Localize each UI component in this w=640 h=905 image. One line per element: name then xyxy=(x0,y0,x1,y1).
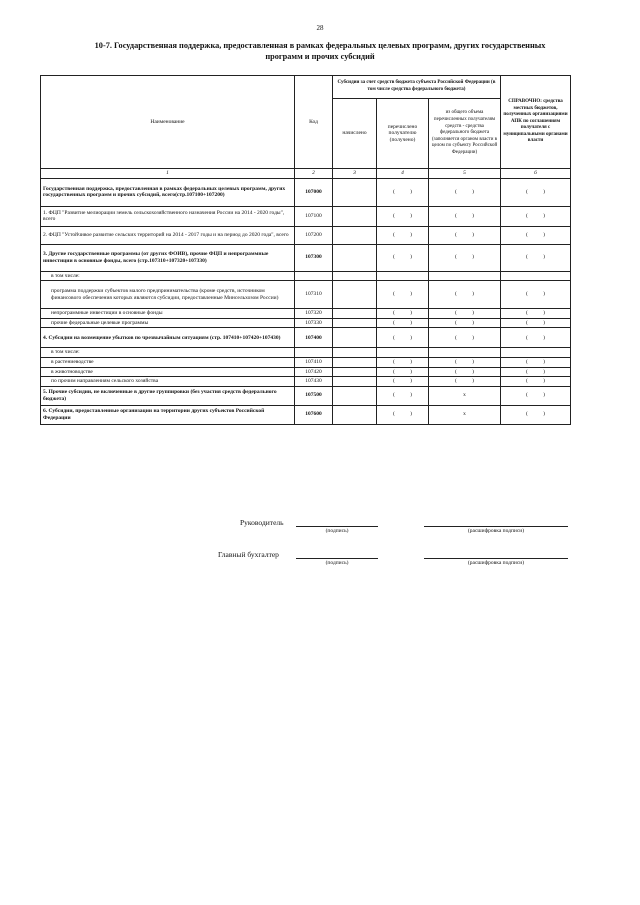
cell-c5: ( ) xyxy=(429,178,501,206)
header-code: Код xyxy=(295,76,333,169)
row-code: 107000 xyxy=(295,178,333,206)
table-row xyxy=(41,309,571,319)
accountant-signature-caption: (подпись) xyxy=(325,560,349,566)
page-title xyxy=(40,40,600,62)
row-name: Государственная поддержка, предоставленная в рамках федеральных целевых программ, других государственных программ и прочих субсидий, всего(стр.107100+107200) xyxy=(41,178,295,206)
cell-c4: ( ) xyxy=(377,367,429,377)
row-code: 107400 xyxy=(295,328,333,348)
cell-c4: ( ) xyxy=(377,226,429,244)
cell-accrued xyxy=(333,386,377,405)
cell-c4: ( ) xyxy=(377,328,429,348)
row-name: в животноводстве xyxy=(41,367,295,377)
row-name: непрограммные инвестиции в основные фонды xyxy=(41,309,295,319)
table-row xyxy=(41,206,571,226)
cell-c4: ( ) xyxy=(377,357,429,367)
cell-c5: ( ) xyxy=(429,244,501,271)
table-row xyxy=(41,244,571,271)
cell-accrued xyxy=(333,309,377,319)
cell-c4: ( ) xyxy=(377,178,429,206)
cell-c5: ( ) xyxy=(429,226,501,244)
row-code xyxy=(295,271,333,281)
cell-c6 xyxy=(501,271,571,281)
cell-accrued xyxy=(333,271,377,281)
header-transferred: перечислено получателю (получено) xyxy=(377,99,429,169)
cell-c5 xyxy=(429,271,501,281)
cell-c4: ( ) xyxy=(377,281,429,309)
table-row xyxy=(41,377,571,387)
cell-c5: ( ) xyxy=(429,309,501,319)
cell-accrued xyxy=(333,328,377,348)
table-row xyxy=(41,367,571,377)
cell-c6: ( ) xyxy=(501,386,571,405)
column-numbers-row xyxy=(41,169,571,179)
row-code xyxy=(295,348,333,358)
cell-c6: ( ) xyxy=(501,226,571,244)
head-label: Руководитель xyxy=(240,518,284,527)
cell-c5: ( ) xyxy=(429,318,501,328)
cell-accrued xyxy=(333,357,377,367)
row-code: 107600 xyxy=(295,405,333,424)
table-row xyxy=(41,281,571,309)
cell-c5: ( ) xyxy=(429,377,501,387)
cell-c4: ( ) xyxy=(377,386,429,405)
cell-c6: ( ) xyxy=(501,281,571,309)
table-row xyxy=(41,271,571,281)
row-code: 107430 xyxy=(295,377,333,387)
cell-c6: ( ) xyxy=(501,178,571,206)
col-num: 2 xyxy=(295,169,333,179)
col-num: 3 xyxy=(333,169,377,179)
table-row xyxy=(41,318,571,328)
cell-c4: ( ) xyxy=(377,405,429,424)
accountant-label: Главный бухгалтер xyxy=(218,550,279,559)
cell-accrued xyxy=(333,206,377,226)
row-code: 107420 xyxy=(295,367,333,377)
cell-c5 xyxy=(429,348,501,358)
row-name: в том числе: xyxy=(41,271,295,281)
row-code: 107100 xyxy=(295,206,333,226)
cell-c6: ( ) xyxy=(501,328,571,348)
cell-accrued xyxy=(333,281,377,309)
page-number: 28 xyxy=(316,24,324,32)
cell-c6: ( ) xyxy=(501,377,571,387)
cell-c5: ( ) xyxy=(429,206,501,226)
cell-c4: ( ) xyxy=(377,244,429,271)
cell-c6: ( ) xyxy=(501,357,571,367)
head-signature-caption: (подпись) xyxy=(325,528,349,534)
cell-c6: ( ) xyxy=(501,309,571,319)
head-decode-line xyxy=(424,526,568,527)
header-name: Наименование xyxy=(41,76,295,169)
cell-accrued xyxy=(333,377,377,387)
row-name: в растениеводстве xyxy=(41,357,295,367)
row-code: 107300 xyxy=(295,244,333,271)
cell-c4: ( ) xyxy=(377,206,429,226)
row-code: 107500 xyxy=(295,386,333,405)
cell-c5: ( ) xyxy=(429,281,501,309)
cell-c5: ( ) xyxy=(429,357,501,367)
accountant-decode-line xyxy=(424,558,568,559)
subsidies-table xyxy=(40,75,571,425)
cell-c4: ( ) xyxy=(377,377,429,387)
row-code: 107320 xyxy=(295,309,333,319)
col-num: 5 xyxy=(429,169,501,179)
cell-accrued xyxy=(333,318,377,328)
cell-c6: ( ) xyxy=(501,244,571,271)
cell-accrued xyxy=(333,348,377,358)
accountant-signature-line xyxy=(296,558,378,559)
cell-c4 xyxy=(377,271,429,281)
row-name: 4. Субсидии на возмещение убытков по чрезвычайным ситуациям (стр. 107410+107420+107430) xyxy=(41,328,295,348)
cell-c4: ( ) xyxy=(377,309,429,319)
col-num: 1 xyxy=(41,169,295,179)
header-accrued: начислено xyxy=(333,99,377,169)
table-row xyxy=(41,386,571,405)
title-line-2: программ и прочих субсидий xyxy=(265,52,375,61)
row-name: 2. ФЦП "Устойчивое развитие сельских территорий на 2014 - 2017 годы и на период до 2020 года", всего xyxy=(41,226,295,244)
cell-c5: ( ) xyxy=(429,328,501,348)
row-name: по прочим направлениям сельского хозяйства xyxy=(41,377,295,387)
row-name: 6. Субсидии, предоставленные организации на территории других субъектов Российской Федерации xyxy=(41,405,295,424)
cell-c6: ( ) xyxy=(501,318,571,328)
col-num: 6 xyxy=(501,169,571,179)
row-code: 107310 xyxy=(295,281,333,309)
table-row xyxy=(41,226,571,244)
cell-c6: ( ) xyxy=(501,206,571,226)
cell-c6 xyxy=(501,348,571,358)
table-row xyxy=(41,357,571,367)
row-name: программа поддержки субъектов малого предпринимательства (кроме средств, источником финансового обеспечения которых являются субсидии, предоставленные Минсельхозом России) xyxy=(41,281,295,309)
cell-c4 xyxy=(377,348,429,358)
cell-c6: ( ) xyxy=(501,367,571,377)
cell-accrued xyxy=(333,226,377,244)
header-reference: СПРАВОЧНО: средства местных бюджетов, полученных организациями АПК по соглашениям получателя с муниципальными органами власти xyxy=(501,76,571,169)
cell-c5: x xyxy=(429,405,501,424)
col-num: 4 xyxy=(377,169,429,179)
row-code: 107330 xyxy=(295,318,333,328)
row-name: в том числе: xyxy=(41,348,295,358)
cell-c5: ( ) xyxy=(429,367,501,377)
row-code: 107410 xyxy=(295,357,333,367)
row-name: 5. Прочие субсидии, не включенные в другие группировки (без участия средств федерального бюджета) xyxy=(41,386,295,405)
table-row xyxy=(41,348,571,358)
cell-accrued xyxy=(333,178,377,206)
accountant-decode-caption: (расшифровка подписи) xyxy=(467,560,525,566)
cell-c6: ( ) xyxy=(501,405,571,424)
cell-accrued xyxy=(333,244,377,271)
cell-accrued xyxy=(333,405,377,424)
row-name: 3. Другие государственные программы (от других ФОИВ), прочие ФЦП и непрограммные инвестиции в основные фонды, всего (стр.107310+107320+107330) xyxy=(41,244,295,271)
cell-accrued xyxy=(333,367,377,377)
header-of-which: из общего объема перечисленных получателям средств - средства федерального бюджета (заполняется органом власти в целом по субъекту Российской Федерации) xyxy=(429,99,501,169)
row-code: 107200 xyxy=(295,226,333,244)
row-name: 1. ФЦП "Развитие мелиорации земель сельскохозяйственного назначения России на 2014 - 2020 годы", всего xyxy=(41,206,295,226)
cell-c5: x xyxy=(429,386,501,405)
table-row xyxy=(41,328,571,348)
cell-c4: ( ) xyxy=(377,318,429,328)
head-signature-line xyxy=(296,526,378,527)
header-subsidies-group: Субсидии за счет средств бюджета субъекта Российской Федерации (в том числе средства федерального бюджета) xyxy=(333,76,501,99)
title-line-1: 10-7. Государственная поддержка, предоставленная в рамках федеральных целевых программ, других государственных xyxy=(94,41,546,50)
table-body xyxy=(41,178,571,424)
head-decode-caption: (расшифровка подписи) xyxy=(467,528,525,534)
table-row xyxy=(41,405,571,424)
row-name: прочие федеральные целевые программы xyxy=(41,318,295,328)
table-row xyxy=(41,178,571,206)
